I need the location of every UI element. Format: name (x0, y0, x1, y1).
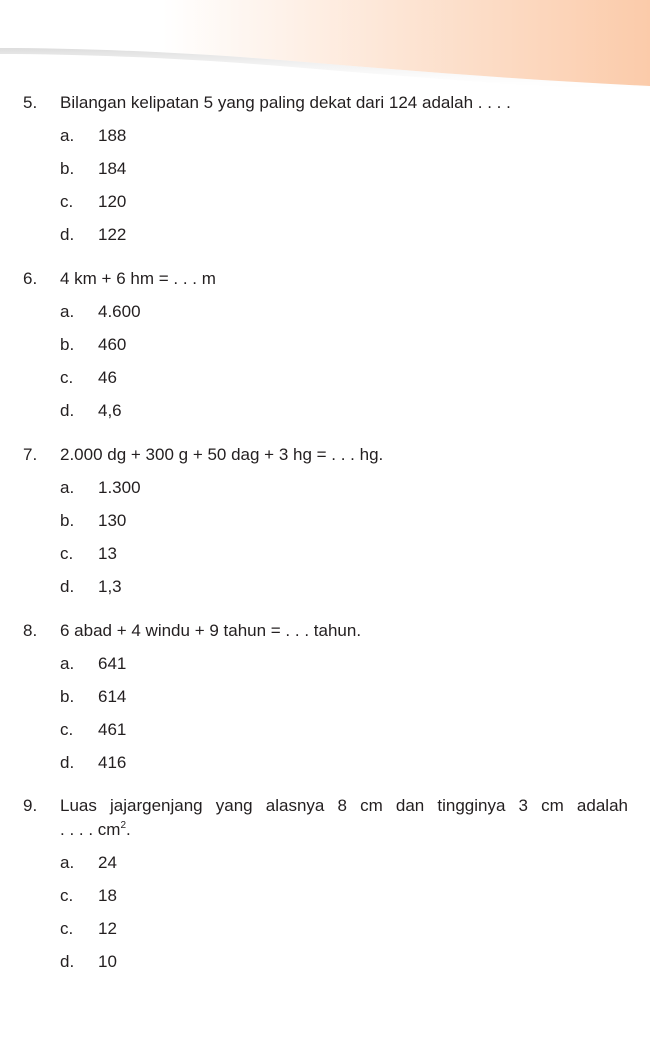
option-value: 24 (98, 853, 117, 872)
question-text: 6 abad + 4 windu + 9 tahun = . . . tahun. (60, 621, 362, 640)
question-text (60, 790, 628, 846)
option-letter: d. (60, 225, 75, 244)
option-letter: a. (60, 302, 75, 321)
option-letter: d. (60, 952, 75, 971)
question-text: 4 km + 6 hm = . . . m (60, 269, 216, 288)
question-6 (0, 262, 650, 427)
question-text-line2 (60, 820, 131, 839)
option-value: 46 (98, 368, 117, 387)
question-text-line1: Luas jajargenjang yang alasnya 8 cm dan tingginya 3 cm adalah (60, 796, 628, 815)
question-number: 9. (23, 796, 38, 815)
option-a[interactable] (0, 119, 650, 152)
option-letter: c. (60, 192, 74, 211)
option-letter: b. (60, 511, 75, 530)
option-letter: c. (60, 919, 74, 938)
option-value: 641 (98, 654, 127, 673)
option-a[interactable] (0, 846, 650, 879)
option-b[interactable] (0, 504, 650, 537)
option-value: 461 (98, 720, 127, 739)
option-d[interactable] (0, 218, 650, 251)
option-d[interactable] (0, 945, 650, 978)
option-d[interactable] (0, 570, 650, 603)
option-value: 1,3 (98, 577, 122, 596)
option-b[interactable] (0, 328, 650, 361)
question-number: 7. (23, 445, 38, 464)
option-letter: d. (60, 577, 75, 596)
option-value: 13 (98, 544, 117, 563)
option-d[interactable] (0, 394, 650, 427)
option-c-first[interactable] (0, 879, 650, 912)
question-8 (0, 614, 650, 779)
option-value: 10 (98, 952, 117, 971)
option-value: 184 (98, 159, 127, 178)
option-letter: c. (60, 544, 74, 563)
question-text: 2.000 dg + 300 g + 50 dag + 3 hg = . . . hg. (60, 445, 384, 464)
option-letter: b. (60, 335, 75, 354)
option-value: 4,6 (98, 401, 122, 420)
option-c[interactable] (0, 713, 650, 746)
option-letter: c. (60, 886, 74, 905)
option-letter: b. (60, 159, 75, 178)
question-5 (0, 86, 650, 251)
option-letter: a. (60, 126, 75, 145)
question-number: 6. (23, 269, 38, 288)
option-b[interactable] (0, 152, 650, 185)
header-decoration (0, 0, 650, 92)
question-text: Bilangan kelipatan 5 yang paling dekat dari 124 adalah . . . . (60, 93, 511, 112)
option-letter: a. (60, 654, 75, 673)
option-a[interactable] (0, 471, 650, 504)
option-b[interactable] (0, 680, 650, 713)
question-7 (0, 438, 650, 603)
option-a[interactable] (0, 295, 650, 328)
option-letter: a. (60, 853, 75, 872)
option-value: 1.300 (98, 478, 141, 497)
option-c[interactable] (0, 185, 650, 218)
option-c[interactable] (0, 361, 650, 394)
option-a[interactable] (0, 647, 650, 680)
option-value: 460 (98, 335, 127, 354)
option-value: 12 (98, 919, 117, 938)
option-c[interactable] (0, 537, 650, 570)
option-letter: b. (60, 687, 75, 706)
header-wave-graphic (0, 0, 650, 92)
option-value: 120 (98, 192, 127, 211)
question-number: 5. (23, 93, 38, 112)
question-text-line2-suffix: . (126, 820, 131, 839)
question-list (0, 86, 650, 989)
option-letter: c. (60, 720, 74, 739)
option-letter: d. (60, 401, 75, 420)
option-value: 416 (98, 753, 127, 772)
option-letter: a. (60, 478, 75, 497)
option-value: 614 (98, 687, 127, 706)
option-letter: c. (60, 368, 74, 387)
option-d[interactable] (0, 746, 650, 779)
question-number: 8. (23, 621, 38, 640)
option-value: 18 (98, 886, 117, 905)
option-value: 4.600 (98, 302, 141, 321)
option-c-second[interactable] (0, 912, 650, 945)
option-value: 188 (98, 126, 127, 145)
question-9 (0, 790, 650, 978)
option-value: 130 (98, 511, 127, 530)
question-text-line2-prefix: . . . . cm (60, 820, 121, 839)
option-value: 122 (98, 225, 127, 244)
superscript-squared: 2 (120, 820, 127, 831)
option-letter: d. (60, 753, 75, 772)
